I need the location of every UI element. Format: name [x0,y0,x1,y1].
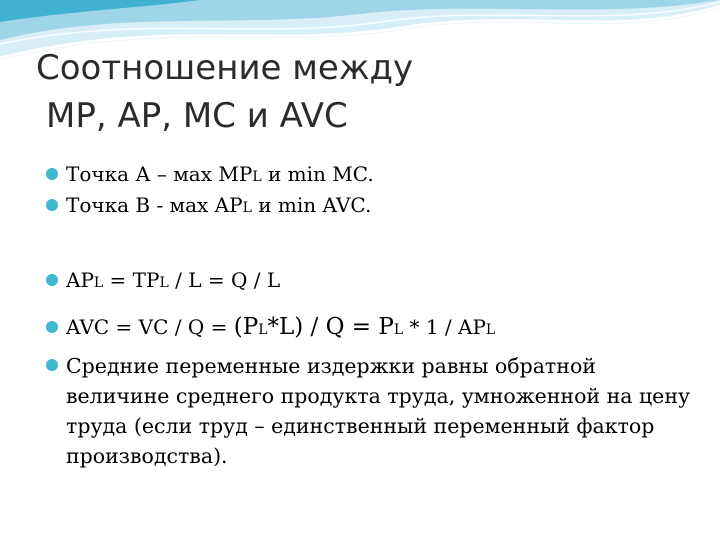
slide-title [36,44,413,140]
subscript: L [258,322,268,338]
bullet-formula-avc [44,313,694,344]
bullet-text: Точка А – мах MP [66,162,253,186]
formula-part: = TP [103,268,160,292]
title-line-2: MP, AP, MC и AVC [46,96,348,136]
formula-part: AP [66,268,94,292]
subscript: L [485,322,496,338]
bullet-point-b [44,191,694,222]
subscript: L [159,275,169,291]
bullet-text: и min AVC. [251,193,372,217]
subscript: L [93,275,104,291]
title-line-1: Соотношение между [36,48,414,88]
formula-part: AVC = VC / Q = [66,315,234,339]
formula-part: *L) / Q = P [267,314,394,340]
bullet-text: и min MC. [261,162,374,186]
subscript: L [393,322,404,338]
bullet-list [44,160,694,471]
bullet-point-a [44,160,694,191]
bullet-formula-ap [44,266,694,297]
formula-part: / L = Q / L [168,268,281,292]
bullet-explanation: Средние переменные издержки равны обратной величине среднего продукта труда, умноженной на цену труда (если труд – единственный переменный фактор производства). [44,351,694,471]
bullet-text: Точка В - мах AP [66,193,243,217]
subscript: L [242,200,252,216]
formula-part: (P [233,314,259,340]
subscript: L [252,169,262,185]
formula-part: * 1 / AP [403,315,486,339]
